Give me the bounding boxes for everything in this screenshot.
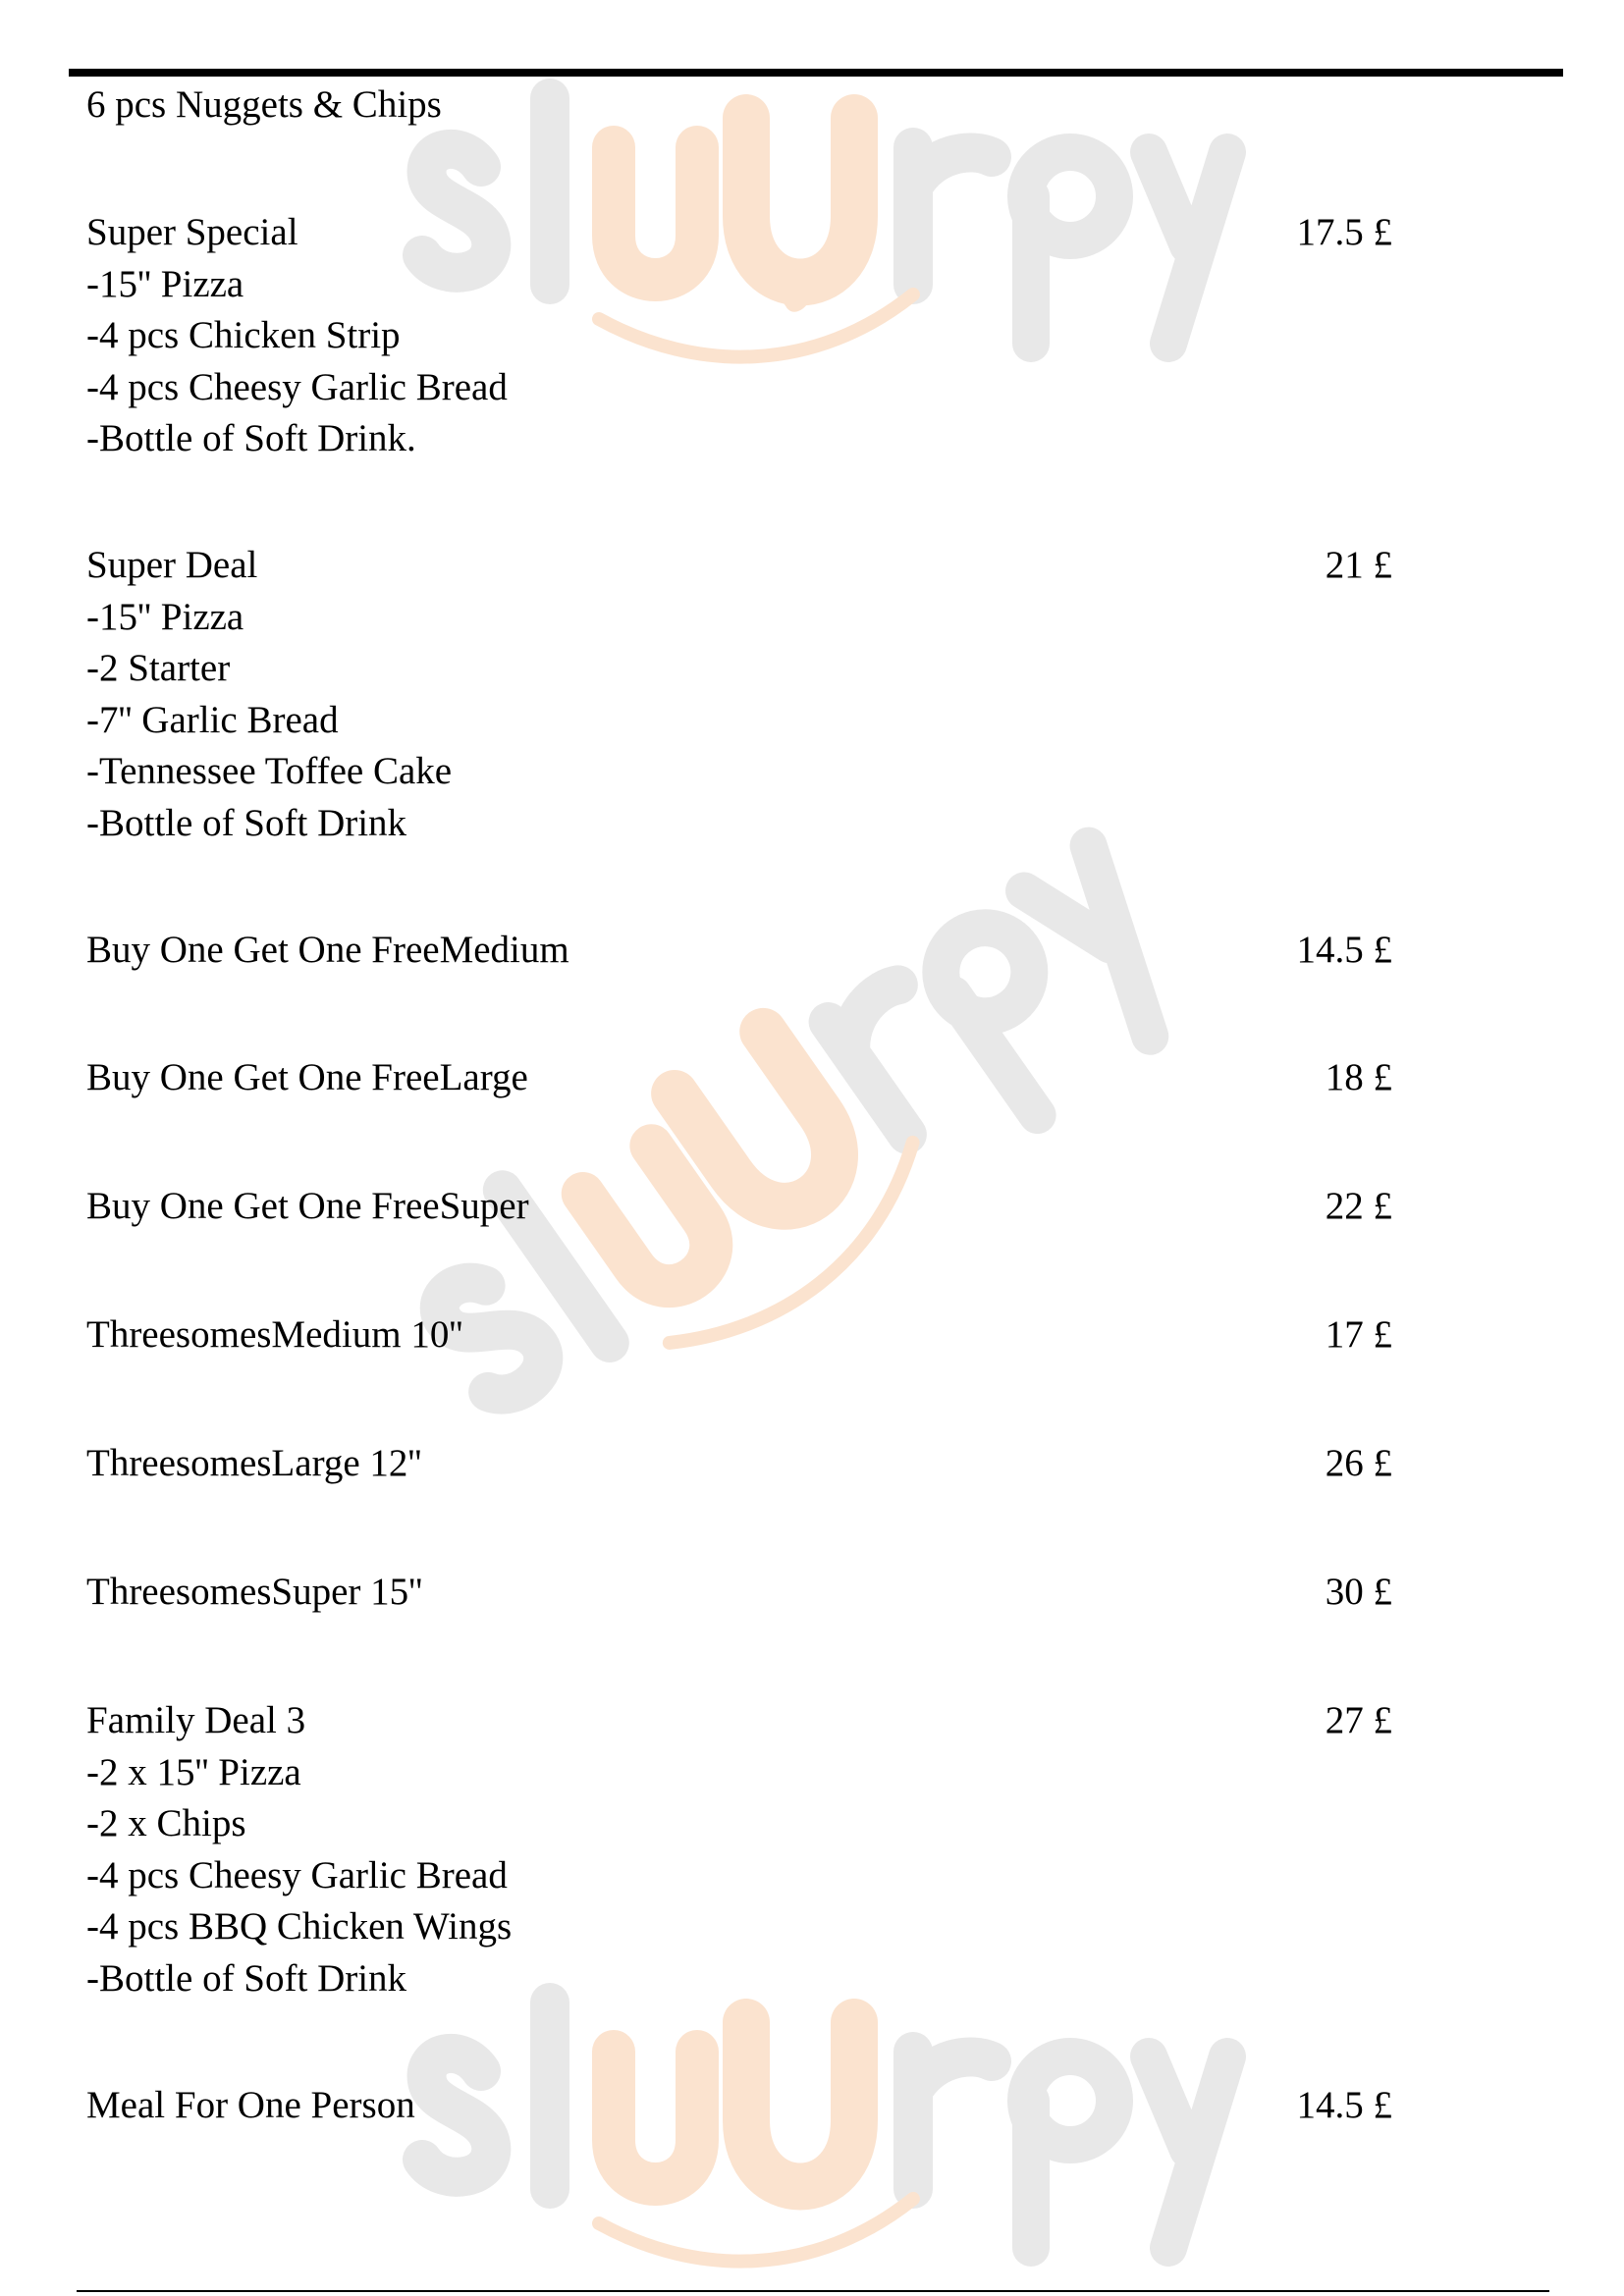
menu-item-bogof-large bbox=[86, 1052, 1392, 1104]
menu-item-detail: -Bottle of Soft Drink bbox=[86, 1956, 407, 2000]
menu-item-price: 18 £ bbox=[1325, 1056, 1392, 1098]
menu-item-name: ThreesomesSuper 15'' bbox=[86, 1571, 423, 1613]
menu-item-nuggets-chips bbox=[86, 80, 1392, 132]
menu-item-detail: -Bottle of Soft Drink bbox=[86, 801, 407, 844]
menu-item-family-deal-3 bbox=[86, 1695, 1392, 2004]
menu-item-detail: -2 x Chips bbox=[86, 1802, 246, 1844]
menu-item-threesomes-large bbox=[86, 1438, 1392, 1490]
menu-item-price: 30 £ bbox=[1325, 1571, 1392, 1613]
menu-item-detail: -2 x 15'' Pizza bbox=[86, 1750, 301, 1793]
menu-item-threesomes-super bbox=[86, 1567, 1392, 1619]
menu-item-detail: -Tennessee Toffee Cake bbox=[86, 750, 453, 792]
menu-item-name: ThreesomesLarge 12'' bbox=[86, 1442, 422, 1484]
menu-item-detail: -15'' Pizza bbox=[86, 595, 244, 638]
menu-item-detail: -4 pcs BBQ Chicken Wings bbox=[86, 1905, 513, 1948]
menu-item-price: 21 £ bbox=[1325, 544, 1392, 586]
top-divider bbox=[69, 69, 1563, 77]
menu-item-detail: -15'' Pizza bbox=[86, 262, 244, 305]
menu-item-name: Buy One Get One FreeLarge bbox=[86, 1056, 528, 1098]
menu-item-super-special bbox=[86, 207, 1392, 465]
menu-item-detail: -2 Starter bbox=[86, 647, 231, 689]
menu-item-price: 26 £ bbox=[1325, 1442, 1392, 1484]
menu-item-name: Buy One Get One FreeMedium bbox=[86, 929, 569, 971]
menu-item-price: 17.5 £ bbox=[1296, 211, 1392, 253]
menu-item-detail: -4 pcs Chicken Strip bbox=[86, 314, 401, 356]
menu-item-detail: -4 pcs Cheesy Garlic Bread bbox=[86, 1853, 508, 1896]
menu-item-price: 17 £ bbox=[1325, 1313, 1392, 1356]
bottom-divider bbox=[77, 2290, 1549, 2292]
menu-item-price: 14.5 £ bbox=[1296, 929, 1392, 971]
menu-item-bogof-medium bbox=[86, 925, 1392, 977]
menu-item-price: 22 £ bbox=[1325, 1185, 1392, 1227]
menu-item-detail: -Bottle of Soft Drink. bbox=[86, 417, 416, 459]
menu-item-name: 6 pcs Nuggets & Chips bbox=[86, 83, 442, 126]
menu-item-detail: -7'' Garlic Bread bbox=[86, 698, 339, 741]
menu-item-detail: -4 pcs Cheesy Garlic Bread bbox=[86, 365, 508, 408]
menu-item-name: Family Deal 3 bbox=[86, 1699, 306, 1741]
menu-item-name: Super Deal bbox=[86, 544, 258, 586]
menu-item-super-deal bbox=[86, 540, 1392, 849]
menu-item-price: 27 £ bbox=[1325, 1699, 1392, 1741]
menu-item-bogof-super bbox=[86, 1181, 1392, 1233]
menu-item-name: ThreesomesMedium 10'' bbox=[86, 1313, 463, 1356]
menu-item-name: Buy One Get One FreeSuper bbox=[86, 1185, 529, 1227]
menu-item-threesomes-medium bbox=[86, 1309, 1392, 1362]
menu-item-meal-for-one bbox=[86, 2080, 1392, 2132]
menu-item-name: Meal For One Person bbox=[86, 2084, 415, 2126]
menu-item-name: Super Special bbox=[86, 211, 298, 253]
menu-item-price: 14.5 £ bbox=[1296, 2084, 1392, 2126]
